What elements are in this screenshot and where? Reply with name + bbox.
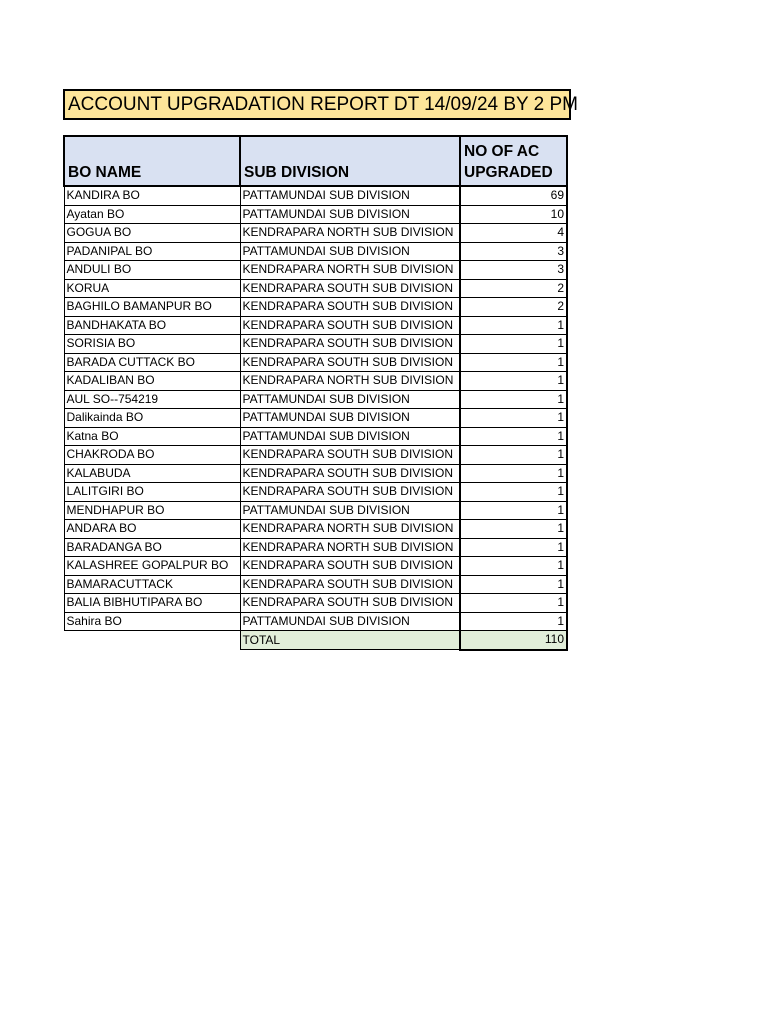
sub-division-cell: KENDRAPARA SOUTH SUB DIVISION [240, 483, 460, 502]
bo-name-cell: AUL SO--754219 [64, 390, 240, 409]
table-row [64, 372, 567, 391]
ac-count-cell: 1 [460, 575, 567, 594]
ac-count-cell: 10 [460, 205, 567, 224]
sub-division-cell: KENDRAPARA NORTH SUB DIVISION [240, 372, 460, 391]
table-body [64, 186, 567, 650]
table-row [64, 575, 567, 594]
bo-name-cell: MENDHAPUR BO [64, 501, 240, 520]
bo-name-cell: Ayatan BO [64, 205, 240, 224]
sub-division-cell: KENDRAPARA NORTH SUB DIVISION [240, 520, 460, 539]
header-ac-upgraded-line1: NO OF AC [464, 143, 540, 160]
table-row [64, 279, 567, 298]
ac-count-cell: 1 [460, 446, 567, 465]
table-row [64, 520, 567, 539]
table-row [64, 427, 567, 446]
bo-name-cell: BANDHAKATA BO [64, 316, 240, 335]
table-row [64, 298, 567, 317]
table-row [64, 538, 567, 557]
sub-division-cell: KENDRAPARA SOUTH SUB DIVISION [240, 353, 460, 372]
sub-division-cell: PATTAMUNDAI SUB DIVISION [240, 409, 460, 428]
table-row [64, 594, 567, 613]
table-row [64, 446, 567, 465]
ac-count-cell: 3 [460, 242, 567, 261]
ac-count-cell: 1 [460, 483, 567, 502]
sub-division-cell: KENDRAPARA SOUTH SUB DIVISION [240, 557, 460, 576]
header-bo-name: BO NAME [64, 136, 240, 186]
header-ac-upgraded-line2: UPGRADED [464, 164, 553, 181]
header-sub-division: SUB DIVISION [240, 136, 460, 186]
sub-division-cell: PATTAMUNDAI SUB DIVISION [240, 390, 460, 409]
sub-division-cell: PATTAMUNDAI SUB DIVISION [240, 242, 460, 261]
bo-name-cell: LALITGIRI BO [64, 483, 240, 502]
bo-name-cell: BARADA CUTTACK BO [64, 353, 240, 372]
total-label: TOTAL [240, 631, 460, 650]
bo-name-cell: Dalikainda BO [64, 409, 240, 428]
ac-count-cell: 69 [460, 186, 567, 205]
sub-division-cell: PATTAMUNDAI SUB DIVISION [240, 205, 460, 224]
sub-division-cell: PATTAMUNDAI SUB DIVISION [240, 186, 460, 205]
table-row [64, 464, 567, 483]
bo-name-cell: ANDARA BO [64, 520, 240, 539]
sub-division-cell: KENDRAPARA SOUTH SUB DIVISION [240, 594, 460, 613]
ac-count-cell: 1 [460, 612, 567, 631]
table-row [64, 205, 567, 224]
ac-count-cell: 1 [460, 316, 567, 335]
bo-name-cell: GOGUA BO [64, 224, 240, 243]
total-value: 110 [460, 631, 567, 650]
header-row [64, 136, 567, 186]
header-ac-upgraded [460, 136, 567, 186]
table-row [64, 353, 567, 372]
table-row [64, 186, 567, 205]
ac-count-cell: 1 [460, 538, 567, 557]
table-row [64, 409, 567, 428]
table-row [64, 224, 567, 243]
bo-name-cell: CHAKRODA BO [64, 446, 240, 465]
ac-count-cell: 3 [460, 261, 567, 280]
table-row [64, 390, 567, 409]
ac-count-cell: 1 [460, 335, 567, 354]
ac-count-cell: 1 [460, 501, 567, 520]
bo-name-cell: KANDIRA BO [64, 186, 240, 205]
sub-division-cell: KENDRAPARA SOUTH SUB DIVISION [240, 316, 460, 335]
bo-name-cell: Katna BO [64, 427, 240, 446]
bo-name-cell: KALASHREE GOPALPUR BO [64, 557, 240, 576]
table-row [64, 335, 567, 354]
ac-count-cell: 2 [460, 298, 567, 317]
ac-count-cell: 1 [460, 594, 567, 613]
ac-count-cell: 4 [460, 224, 567, 243]
bo-name-cell: BARADANGA BO [64, 538, 240, 557]
ac-count-cell: 1 [460, 353, 567, 372]
sub-division-cell: KENDRAPARA NORTH SUB DIVISION [240, 261, 460, 280]
report-title: ACCOUNT UPGRADATION REPORT DT 14/09/24 BY 2 PM [63, 89, 571, 120]
report-table [63, 135, 568, 651]
sub-division-cell: KENDRAPARA SOUTH SUB DIVISION [240, 446, 460, 465]
bo-name-cell: BALIA BIBHUTIPARA BO [64, 594, 240, 613]
bo-name-cell: KALABUDA [64, 464, 240, 483]
ac-count-cell: 1 [460, 372, 567, 391]
bo-name-cell: BAMARACUTTACK [64, 575, 240, 594]
sub-division-cell: PATTAMUNDAI SUB DIVISION [240, 612, 460, 631]
table-row [64, 501, 567, 520]
bo-name-cell: KADALIBAN BO [64, 372, 240, 391]
sub-division-cell: KENDRAPARA NORTH SUB DIVISION [240, 224, 460, 243]
ac-count-cell: 1 [460, 557, 567, 576]
table-row [64, 483, 567, 502]
sub-division-cell: KENDRAPARA SOUTH SUB DIVISION [240, 335, 460, 354]
ac-count-cell: 1 [460, 427, 567, 446]
total-blank-cell [64, 631, 240, 650]
table-row [64, 261, 567, 280]
sub-division-cell: KENDRAPARA SOUTH SUB DIVISION [240, 464, 460, 483]
bo-name-cell: ANDULI BO [64, 261, 240, 280]
ac-count-cell: 1 [460, 409, 567, 428]
sub-division-cell: KENDRAPARA NORTH SUB DIVISION [240, 538, 460, 557]
bo-name-cell: SORISIA BO [64, 335, 240, 354]
sub-division-cell: KENDRAPARA SOUTH SUB DIVISION [240, 298, 460, 317]
table-row [64, 557, 567, 576]
total-row [64, 631, 567, 650]
ac-count-cell: 1 [460, 390, 567, 409]
sub-division-cell: PATTAMUNDAI SUB DIVISION [240, 427, 460, 446]
table-row [64, 242, 567, 261]
bo-name-cell: BAGHILO BAMANPUR BO [64, 298, 240, 317]
bo-name-cell: Sahira BO [64, 612, 240, 631]
ac-count-cell: 1 [460, 464, 567, 483]
sub-division-cell: KENDRAPARA SOUTH SUB DIVISION [240, 279, 460, 298]
bo-name-cell: PADANIPAL BO [64, 242, 240, 261]
sub-division-cell: KENDRAPARA SOUTH SUB DIVISION [240, 575, 460, 594]
table-row [64, 612, 567, 631]
sub-division-cell: PATTAMUNDAI SUB DIVISION [240, 501, 460, 520]
ac-count-cell: 1 [460, 520, 567, 539]
table-row [64, 316, 567, 335]
bo-name-cell: KORUA [64, 279, 240, 298]
ac-count-cell: 2 [460, 279, 567, 298]
